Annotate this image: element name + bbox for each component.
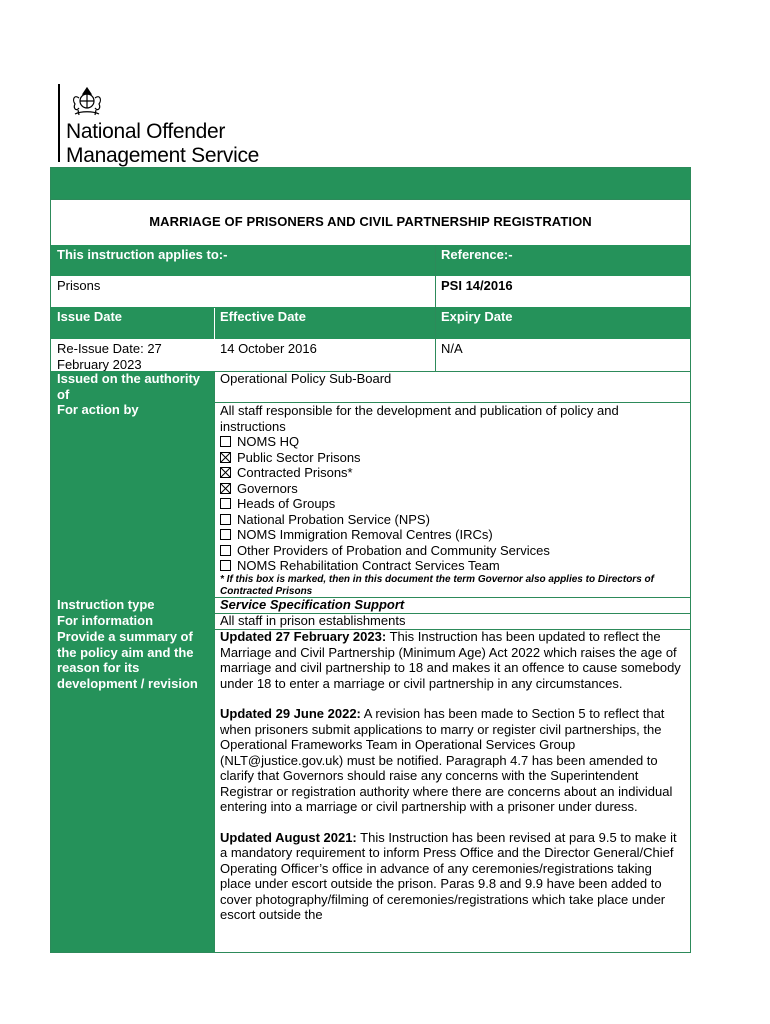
expiry-date-header: Expiry Date — [436, 307, 690, 339]
checklist-item — [220, 481, 685, 497]
checklist-item — [220, 512, 685, 528]
unchecked-box-icon — [220, 436, 231, 447]
information-value: All staff in prison establishments — [220, 613, 406, 628]
logo-line-1: National Offender — [66, 120, 226, 143]
authority-label: Issued on the authority of — [57, 371, 201, 402]
unchecked-box-icon — [220, 560, 231, 571]
checked-box-icon — [220, 467, 231, 478]
action-value — [215, 403, 690, 598]
checklist-item — [220, 450, 685, 466]
checklist-item — [220, 527, 685, 543]
instruction-type-label: Instruction type — [57, 597, 155, 612]
summary-p2-heading: Updated 29 June 2022: — [220, 706, 361, 721]
checklist-item-label: NOMS HQ — [237, 434, 300, 449]
reference-value: PSI 14/2016 — [441, 278, 513, 293]
information-label: For information — [57, 613, 154, 628]
summary-p3-heading: Updated August 2021: — [220, 829, 357, 845]
authority-value: Operational Policy Sub-Board — [220, 371, 392, 386]
effective-date-header: Effective Date — [215, 307, 435, 339]
checklist-item-label: Other Providers of Probation and Community Services — [237, 542, 550, 558]
action-note: * If this box is marked, then in this document the term Governor also applies to Directors of Contracted Prisons — [220, 573, 654, 597]
unchecked-box-icon — [220, 498, 231, 509]
action-intro: All staff responsible for the development and publication of policy and instructions — [220, 403, 619, 434]
checked-box-icon — [220, 483, 231, 494]
issue-date-value: Re-Issue Date: 27 February 2023 — [57, 341, 162, 372]
royal-crest-icon — [66, 84, 108, 118]
summary-label: Provide a summary of the policy aim and the reason for its development / revision — [57, 629, 198, 691]
effective-date-value: 14 October 2016 — [220, 341, 317, 356]
unchecked-box-icon — [220, 545, 231, 556]
action-label: For action by — [57, 402, 139, 417]
header-band — [51, 168, 690, 199]
summary-p3-text: This Instruction has been revised at para 9.5 to make it a mandatory requirement to inform Press Office and the Director General/Chief Operating Officer’s office in advance of any ceremonies/registrations taking place under escort outside the prison. Paras 9.8 and 9.9 have been added to cover photography/filming of ceremonies/registrations which take place under escort outside the — [220, 829, 677, 922]
instruction-type-value: Service Specification Support — [220, 597, 405, 612]
unchecked-box-icon — [220, 529, 231, 540]
summary-p1-heading: Updated 27 February 2023: — [220, 629, 387, 644]
unchecked-box-icon — [220, 514, 231, 525]
checklist-item-label: Heads of Groups — [237, 496, 336, 511]
applies-header: This instruction applies to:- — [51, 245, 435, 276]
checklist-item-label: Public Sector Prisons — [237, 449, 361, 465]
issue-date-header: Issue Date — [51, 307, 214, 339]
checklist-item — [220, 543, 685, 559]
checked-box-icon — [220, 452, 231, 463]
checklist-item — [220, 465, 685, 481]
noms-logo — [58, 84, 318, 168]
expiry-date-value: N/A — [441, 341, 463, 356]
checklist-item-label: NOMS Rehabilitation Contract Services Team — [237, 558, 500, 573]
checklist-item — [220, 558, 685, 574]
checklist-item-label: National Probation Service (NPS) — [237, 511, 430, 527]
action-checklist — [220, 434, 685, 574]
applies-value: Prisons — [57, 278, 101, 293]
summary-value — [215, 629, 690, 938]
logo-line-2: Management Service — [66, 144, 260, 167]
checklist-item — [220, 434, 685, 450]
checklist-item-label: Contracted Prisons* — [237, 465, 353, 480]
checklist-item-label: Governors — [237, 480, 298, 496]
logo-divider — [58, 84, 60, 162]
summary-p2-text: A revision has been made to Section 5 to reflect that when prisoners submit applications to marry or register civil partnerships, the Operational Frameworks Team in Operational Services Group (NLT@justice.gov.uk) must be notified. Paragraph 4.7 has been amended to clarify that Governors should raise any concerns with the Superintendent Registrar or registration authority where there are concerns about an individual entering into a marriage or civil partnership with a prisoner under duress. — [220, 706, 673, 814]
document-title: MARRIAGE OF PRISONERS AND CIVIL PARTNERSHIP REGISTRATION — [149, 214, 592, 229]
reference-header: Reference:- — [436, 245, 690, 276]
checklist-item-label: NOMS Immigration Removal Centres (IRCs) — [237, 527, 493, 542]
summary-p1-text: This Instruction has been updated to reflect the Marriage and Civil Partnership (Minimum Age) Act 2022 which raises the age of marriage and civil partnership to 18 and makes it an offence to cause somebody under 18 to enter a marriage or civil partnership in any circumstances. — [220, 629, 681, 691]
instruction-table — [50, 167, 691, 953]
checklist-item — [220, 496, 685, 512]
